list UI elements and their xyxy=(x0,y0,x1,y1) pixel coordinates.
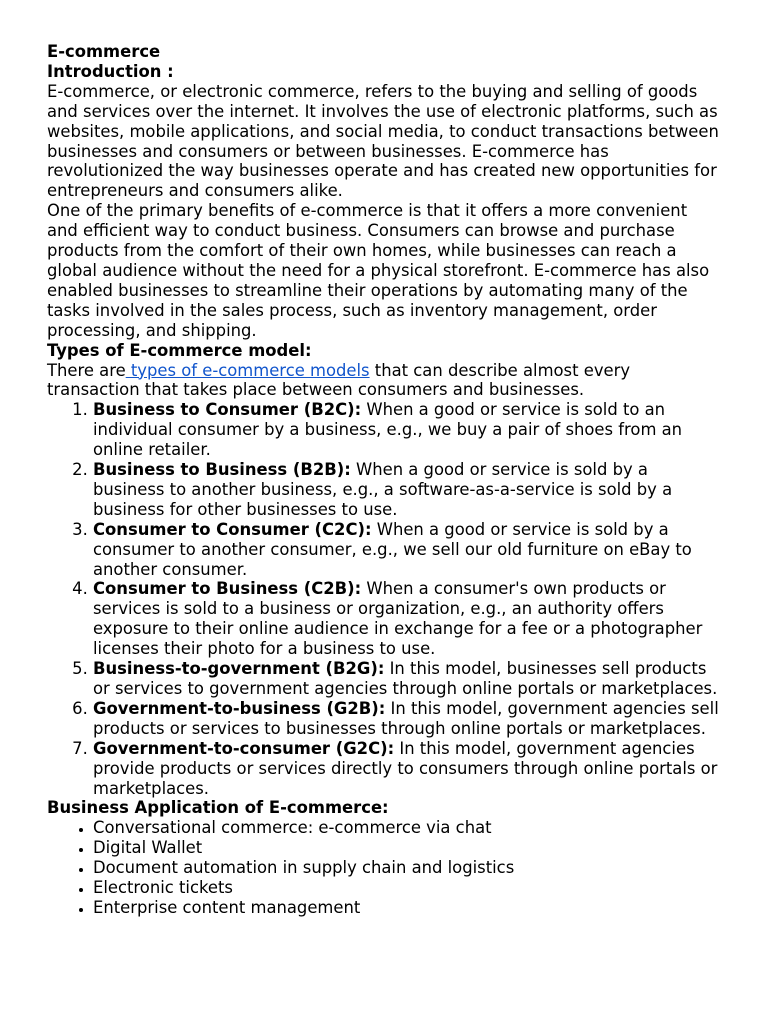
list-item xyxy=(93,400,722,460)
list-item xyxy=(93,460,722,520)
list-item: • Digital Wallet xyxy=(93,838,722,858)
list-item xyxy=(93,579,722,659)
type-description: When a good or service is sold by a business to another business, e.g., a software-as-a-service is sold by a business for other businesses to use. xyxy=(93,460,673,519)
type-term: Government-to-business (G2B): xyxy=(93,698,386,718)
list-item xyxy=(93,739,722,799)
list-item xyxy=(93,659,722,699)
type-description: In this model, government agencies provide products or services directly to consumers through online portals or marketplaces. xyxy=(93,738,718,798)
type-description: When a good or service is sold to an individual consumer by a business, e.g., we buy a pair of shoes from an online retailer. xyxy=(93,400,683,460)
type-term: Business to Business (B2B): xyxy=(93,460,351,480)
type-description: When a good or service is sold by a consumer to another consumer, e.g., we sell our old furniture on eBay to another consumer. xyxy=(93,519,692,579)
list-item: • Conversational commerce: e-commerce via chat xyxy=(93,818,722,838)
types-intro-paragraph xyxy=(47,361,722,401)
type-term: Consumer to Consumer (C2C): xyxy=(93,519,372,539)
types-intro-before: There are xyxy=(47,360,126,380)
types-intro-after: that can describe almost every transaction that takes place between consumers and businesses. xyxy=(47,360,631,400)
list-item xyxy=(93,699,722,739)
list-item xyxy=(93,520,722,580)
list-item: • Document automation in supply chain and logistics xyxy=(93,858,722,878)
type-description: When a consumer's own products or services is sold to a business or organization, e.g., an authority offers exposure to their online audience in exchange for a fee or a photographer licenses their photo for a business to use. xyxy=(93,579,703,659)
types-models-link[interactable]: types of e-commerce models xyxy=(125,360,370,380)
intro-heading: Introduction : xyxy=(47,61,174,81)
type-term: Government-to-consumer (G2C): xyxy=(93,738,395,758)
type-description: In this model, businesses sell products or services to government agencies through online portals or marketplaces. xyxy=(93,659,718,698)
type-term: Consumer to Business (C2B): xyxy=(93,579,362,599)
document-title: E-commerce xyxy=(47,42,161,61)
intro-paragraph-1: E-commerce, or electronic commerce, refers to the buying and selling of goods and services over the internet. It involves the use of electronic platforms, such as websites, mobile applications, and social media, to conduct transactions between businesses and consumers or between businesses. E-commerce has revolutionized the way businesses operate and has created new opportunities for entrepreneurs and consumers alike. xyxy=(47,81,719,201)
list-item: • Electronic tickets xyxy=(93,878,722,898)
applications-list xyxy=(47,818,722,918)
applications-heading: Business Application of E-commerce: xyxy=(47,798,389,818)
intro-paragraph-2: One of the primary benefits of e-commerce is that it offers a more convenient and efficient way to conduct business. Consumers can browse and purchase products from the comfort of their own homes, while businesses can reach a global audience without the need for a physical storefront. E-commerce has also enabled businesses to streamline their operations by automating many of the tasks involved in the sales process, such as inventory management, order processing, and shipping. xyxy=(47,201,710,340)
types-heading: Types of E-commerce model: xyxy=(47,340,312,360)
list-item: • Enterprise content management xyxy=(93,898,722,918)
type-term: Business to Consumer (B2C): xyxy=(93,400,362,420)
types-list xyxy=(47,400,722,798)
type-description: In this model, government agencies sell products or services to businesses through online portals or marketplaces. xyxy=(93,698,719,738)
type-term: Business-to-government (B2G): xyxy=(93,659,385,679)
